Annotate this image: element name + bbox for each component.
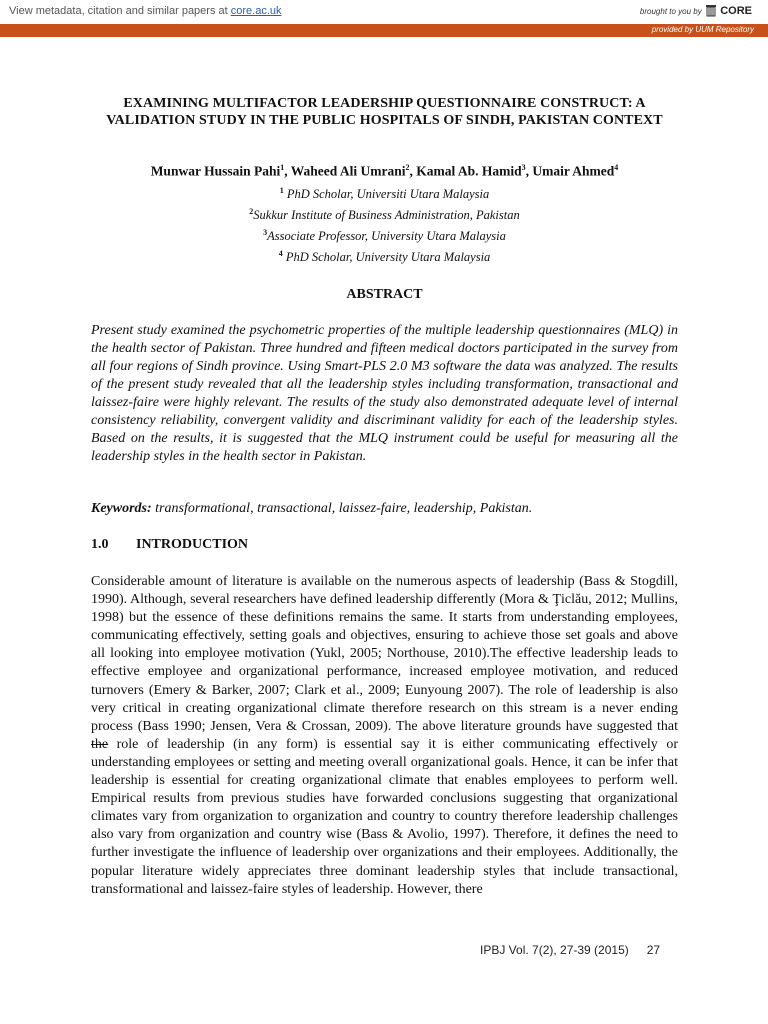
author-name: Umair Ahmed: [532, 163, 615, 179]
author-superscript: 4: [614, 163, 619, 172]
brought-by-text: brought to you by: [639, 7, 702, 17]
introduction-paragraph: [91, 573, 678, 899]
author-list: [91, 163, 678, 180]
affiliation-item: [91, 245, 678, 266]
core-metadata-text: [9, 5, 282, 17]
page-footer: [480, 943, 660, 957]
keywords-value: transformational, transactional, laissez-faire, leadership, Pakistan.: [151, 501, 533, 516]
affiliation-item: [91, 203, 678, 224]
author-superscript: 3: [521, 163, 526, 172]
section-heading: [91, 537, 678, 553]
footer-journal: IPBJ Vol. 7(2), 27-39 (2015): [480, 943, 629, 957]
keywords: [91, 501, 678, 517]
core-brand-name: CORE: [720, 5, 752, 18]
affiliation-item: [91, 224, 678, 245]
core-banner: [0, 0, 768, 25]
author-superscript: 1: [280, 163, 285, 172]
intro-text-part-1: Considerable amount of literature is available on the numerous aspects of leadership (Bass & Stogdill, 1990). Although, several researchers have defined leadership differently (Mora & Ţiclău, 2012; Mullins, 1998) but the essence of these definitions remains the same. It starts from understanding employees, communicating effectively, setting goals and objectives, ensuring to achieve those set goals and above all looking into employee motivation (Yukl, 2005; Northouse, 2010).The effective leadership leads to effective employee and organizational performance, increased employee motivation, and reduced turnovers (Emery & Barker, 2007; Clark et al., 2009; Eunyoung 2007). The role of leadership is also very critical in creating organizational climate therefore research on this stream is a never ending process (Bass 1990; Jensen, Vera & Crossan, 2009). The above literature grounds have suggested that: [91, 574, 678, 734]
provided-by-text: provided by UUM Repository: [651, 25, 754, 34]
affiliation-superscript: 1: [279, 186, 284, 195]
author-name: Munwar Hussain Pahi: [150, 163, 281, 179]
keywords-label: Keywords:: [91, 501, 152, 516]
author-name: Kamal Ab. Hamid: [416, 163, 522, 179]
affiliation-text: PhD Scholar, Universiti Utara Malaysia: [283, 187, 490, 202]
footer-page-number: 27: [646, 943, 661, 957]
intro-strikethrough-word: the: [91, 736, 109, 752]
affiliation-text: PhD Scholar, University Utara Malaysia: [282, 250, 491, 265]
core-link[interactable]: core.ac.uk: [230, 5, 282, 17]
core-provider-strip: [0, 24, 768, 37]
author-separator: ,: [525, 163, 533, 179]
affiliation-item: [91, 182, 678, 203]
abstract-text: Present study examined the psychometric properties of the multiple leadership questionnaires (MLQ) in the health sector of Pakistan. Three hundred and fifteen medical doctors participated in the survey from all four regions of Sindh province. Using Smart-PLS 2.0 M3 software the data was analyzed. The results of the present study revealed that all the leadership styles including transformation, transactional and laissez-faire were highly relevant. The results of the study also demonstrated adequate level of internal consistency reliability, convergent validity and discriminant validity for each of the leadership styles. Based on the results, it is suggested that the MLQ instrument could be useful for measuring all the leadership styles in the health sector in Pakistan.: [91, 323, 678, 464]
section-title: INTRODUCTION: [136, 537, 249, 552]
core-brand[interactable]: [640, 5, 752, 19]
affiliation-list: [91, 182, 678, 267]
section-number: 1.0: [91, 537, 109, 552]
author-superscript: 2: [405, 163, 410, 172]
paper-title: EXAMINING MULTIFACTOR LEADERSHIP QUESTIONNAIRE CONSTRUCT: A VALIDATION STUDY IN THE PUBLIC HOSPITALS OF SINDH, PAKISTAN CONTEXT: [106, 96, 663, 128]
author-separator: ,: [409, 163, 417, 179]
affiliation-superscript: 2: [249, 207, 254, 217]
core-logo-icon: [706, 5, 716, 19]
author-name: Waheed Ali Umrani: [290, 163, 406, 179]
core-banner-text: View metadata, citation and similar papers at: [9, 5, 231, 17]
abstract-heading: ABSTRACT: [346, 287, 423, 302]
affiliation-text: Associate Professor, University Utara Malaysia: [267, 229, 506, 244]
affiliation-superscript: 4: [278, 249, 283, 259]
author-separator: ,: [284, 163, 291, 179]
affiliation-text: Sukkur Institute of Business Administration, Pakistan: [253, 208, 520, 223]
affiliation-superscript: 3: [263, 228, 268, 238]
intro-text-part-2: role of leadership (in any form) is essential say it is either communicating effectively or understanding employees or setting and meeting overall organizational goals. Hence, it can be infer that leadership is essential for creating organizational climate that enables employees to perform well. Empirical results from previous studies have forwarded conclusions suggesting that organizational climates vary from organization to organization and country to country therefore leadership challenges also vary from organization and country wise (Bass & Avolio, 1997). Therefore, it defines the need to further investigate the influence of leadership over organizations and their employees. Additionally, the popular literature widely appreciates three dominant leadership styles that include transactional, transformational and laissez-faire styles of leadership. However, there: [91, 736, 678, 897]
